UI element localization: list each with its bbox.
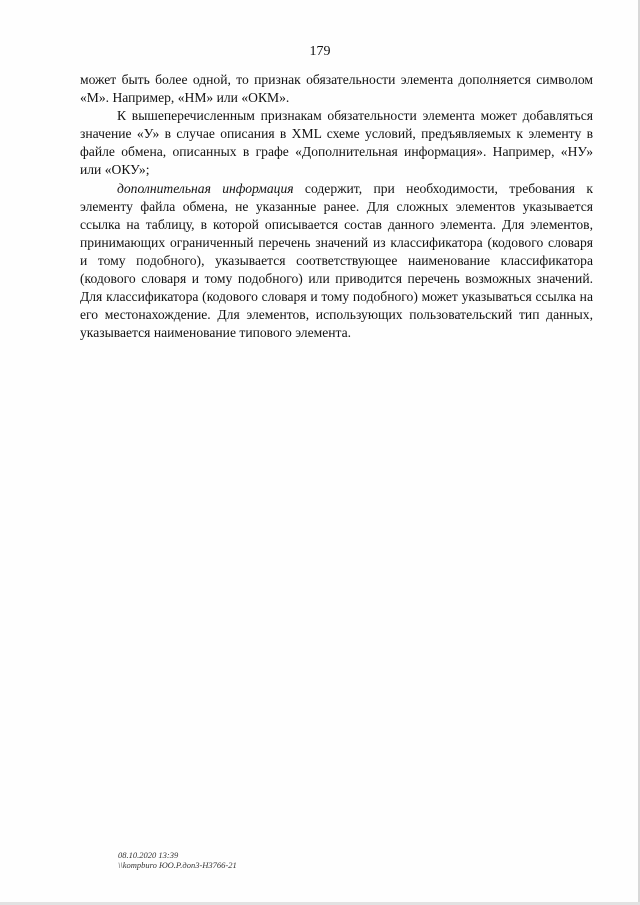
footer-source-path: \\kompburo ЮО.Р.доп3-Н3766-21 [118, 860, 237, 870]
page-number: 179 [309, 44, 331, 59]
footer-stamp [118, 850, 237, 870]
paragraph-additional-info [80, 180, 593, 343]
document-body [80, 71, 593, 342]
term-additional-info: дополнительная информация [117, 180, 294, 196]
paragraph-additional-info-text: содержит, при необходимости, требования к элементу файла обмена, не указанные ранее. Для сложных элементов указывается ссылка на таблицу, в которой описывается состав данного элемента. Для элементов, принимающих ограниченный перечень значений из классификатора (кодового словаря и тому подобного), указывается соответствующее наименование классификатора (кодового словаря и тому подобного) или приводится перечень возможных значений. Для классификатора (кодового словаря и тому подобного) может указываться ссылка на его местонахождение. Для элементов, использующих пользовательский тип данных, указывается наименование типового элемента. [80, 180, 593, 341]
paragraph-continuation: может быть более одной, то признак обязательности элемента дополняется символом «М». Например, «НМ» или «ОКМ». [80, 72, 593, 106]
paragraph-attribute-u: К вышеперечисленным признакам обязательности элемента может добавляться значение «У» в случае описания в XML схеме условий, предъявляемых к элементу в файле обмена, описанных в графе «Дополнительная информация». Например, «НУ» или «ОКУ»; [80, 108, 593, 178]
footer-timestamp: 08.10.2020 13:39 [118, 850, 179, 860]
